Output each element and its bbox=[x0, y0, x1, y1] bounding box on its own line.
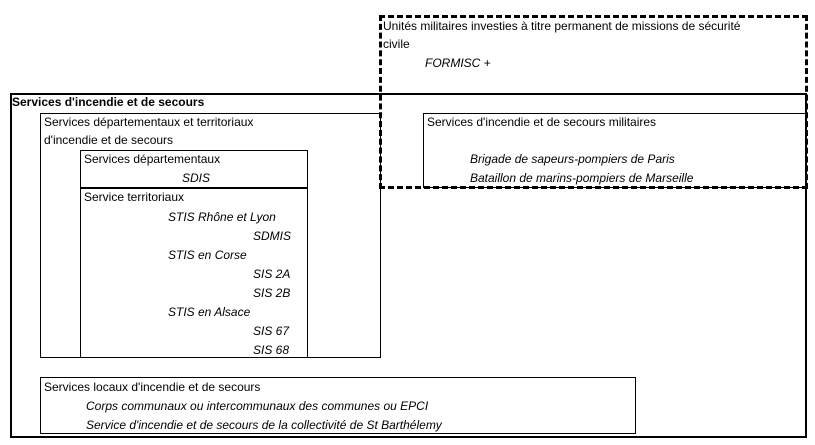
stis-rhone-lyon: STIS Rhône et Lyon bbox=[168, 210, 276, 224]
sis-67-item: SIS 67 bbox=[253, 324, 290, 338]
civil-security-label-1: Unités militaires investies à titre permanent de missions de sécurité bbox=[383, 19, 741, 33]
dept-territorial-label-2: d'incendie et de secours bbox=[44, 133, 174, 147]
bmpm-item: Bataillon de marins-pompiers de Marseille bbox=[470, 171, 694, 185]
sis-2b-item: SIS 2B bbox=[253, 286, 291, 300]
dept-territorial-label-1: Services départementaux et territoriaux bbox=[44, 115, 254, 129]
sdmis-item: SDMIS bbox=[253, 229, 292, 243]
sis-68-item: SIS 68 bbox=[253, 343, 290, 357]
bspp-item: Brigade de sapeurs-pompiers de Paris bbox=[470, 152, 675, 166]
stis-corse: STIS en Corse bbox=[168, 248, 247, 262]
main-title: Services d'incendie et de secours bbox=[12, 95, 205, 109]
local-item-communaux: Corps communaux ou intercommunaux des communes ou EPCI bbox=[86, 399, 429, 413]
local-item-st-barthelemy: Service d'incendie et de secours de la collectivité de St Barthélemy bbox=[86, 418, 442, 432]
sdis-item: SDIS bbox=[182, 171, 211, 185]
departementaux-label: Services départementaux bbox=[84, 152, 221, 166]
territorial-label: Service territoriaux bbox=[84, 190, 185, 204]
local-label: Services locaux d'incendie et de secours bbox=[44, 380, 261, 394]
military-label: Services d'incendie et de secours militaires bbox=[427, 115, 657, 129]
civil-security-box bbox=[379, 15, 808, 189]
civil-security-label-2: civile bbox=[383, 37, 410, 51]
stis-alsace: STIS en Alsace bbox=[168, 305, 251, 319]
formisc-item: FORMISC + bbox=[425, 56, 491, 70]
sis-2a-item: SIS 2A bbox=[253, 267, 291, 281]
